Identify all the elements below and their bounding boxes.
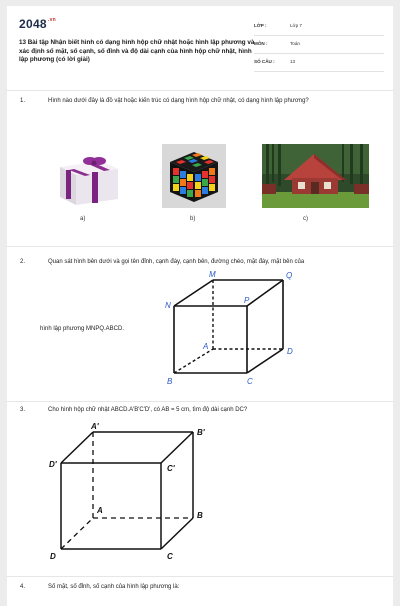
- image-caption: b): [190, 216, 196, 222]
- gift-box-image: [52, 151, 122, 211]
- label-B-prime: B': [197, 428, 205, 437]
- label-P: P: [244, 296, 250, 305]
- question-3: [20, 406, 390, 416]
- question-text: Cho hình hộp chữ nhật ABCD.A'B'C'D', có AB = 5 cm, tìm độ dài cạnh DC?: [48, 407, 248, 413]
- question-divider: [7, 246, 393, 247]
- question-text: Số mặt, số đỉnh, số cạnh của hình lập phương là:: [48, 584, 180, 590]
- image-caption: c): [303, 216, 308, 222]
- question-text: Hình nào dưới đây là đồ vật hoặc kiến trúc có dạng hình hộp chữ nhật, có dạng hình lập phương?: [48, 98, 309, 104]
- question-number: 3.: [20, 407, 26, 413]
- worksheet-page: [7, 6, 393, 606]
- label-D-prime: D': [49, 460, 57, 469]
- page-title: 13 Bài tập Nhận biết hình có dạng hình hộp chữ nhật hoặc hình lập phương và xác định số mặt, số cạnh, số đỉnh và độ dài cạnh của hình hộp chữ nhật, hình lập phương (có lời giải): [19, 39, 255, 64]
- logo-text: 2048: [19, 17, 47, 31]
- meta-value: 13: [290, 59, 296, 64]
- label-D: D: [50, 552, 56, 561]
- meta-label: SỐ CÂU :: [254, 59, 275, 64]
- header-divider: [7, 90, 393, 91]
- label-B: B: [197, 511, 203, 520]
- question-text: Quan sát hình bên dưới và gọi tên đỉnh, cạnh đáy, cạnh bên, đường chéo, mặt đáy, mặt bên của: [48, 259, 305, 265]
- label-C: C: [247, 377, 253, 386]
- label-A-prime: A': [91, 422, 99, 431]
- image-caption: a): [80, 216, 86, 222]
- label-C: C: [167, 552, 173, 561]
- label-D: D: [287, 347, 293, 356]
- label-B: B: [167, 377, 173, 386]
- label-M: M: [209, 270, 216, 279]
- meta-panel: [254, 20, 384, 74]
- label-A: A: [97, 506, 103, 515]
- cuboid-figure: [47, 418, 217, 568]
- meta-label: LỚP :: [254, 23, 267, 28]
- meta-label: MÔN :: [254, 41, 268, 46]
- logo-suffix: .vn: [47, 17, 57, 23]
- cube-figure: [157, 266, 307, 391]
- question-1: [20, 97, 390, 117]
- meta-value: Lớp 7: [290, 23, 302, 28]
- question-4: [20, 583, 390, 593]
- question-divider: [7, 401, 393, 402]
- house-image: [262, 144, 369, 208]
- site-logo[interactable]: [19, 17, 56, 31]
- question-number: 2.: [20, 259, 26, 265]
- label-A: A: [203, 342, 209, 351]
- rubiks-cube-image: [162, 144, 226, 208]
- label-Q: Q: [286, 271, 293, 280]
- label-C-prime: C': [167, 464, 175, 473]
- meta-row-subject: [254, 38, 384, 54]
- meta-row-count: [254, 56, 384, 72]
- question-number: 4.: [20, 584, 26, 590]
- question-divider: [7, 576, 393, 577]
- question-2-continuation: hình lập phương MNPQ.ABCD.: [40, 326, 124, 332]
- meta-value: Toán: [290, 41, 300, 46]
- meta-row-grade: [254, 20, 384, 36]
- question-number: 1.: [20, 98, 26, 104]
- label-N: N: [165, 301, 171, 310]
